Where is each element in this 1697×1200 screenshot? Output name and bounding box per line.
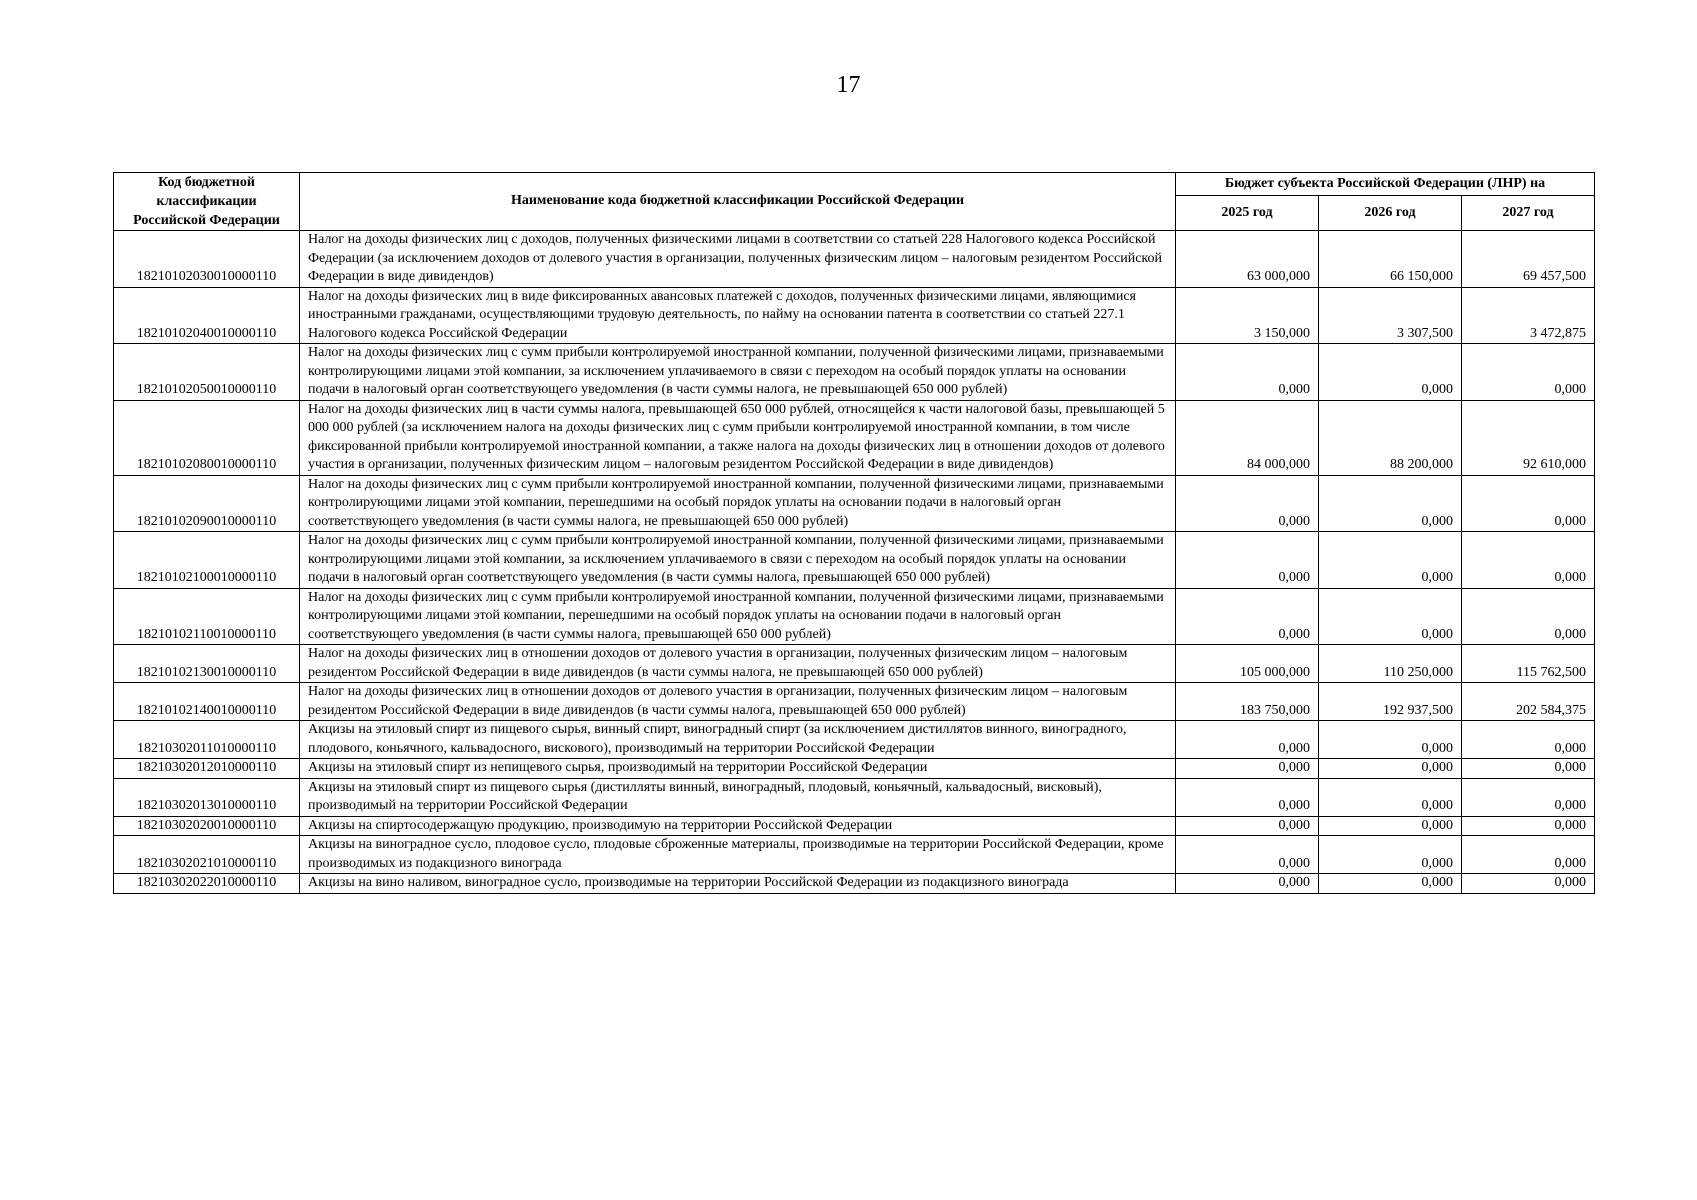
- budget-code-cell: 18210102130010000110: [114, 645, 300, 683]
- budget-name-cell: Налог на доходы физических лиц с сумм прибыли контролируемой иностранной компании, полученной физическими лицами, признаваемыми контролирующими лицами этой компании, перешедшими на особый порядок уплаты на основании подачи в налоговый орган соответствующего уведомления (в части суммы налога, превышающей 650 000 рублей): [300, 588, 1176, 645]
- budget-name-cell: Налог на доходы физических лиц с сумм прибыли контролируемой иностранной компании, полученной физическими лицами, признаваемыми контролирующими лицами этой компании, перешедшими на особый порядок уплаты на основании подачи в налоговый орган соответствующего уведомления (в части суммы налога, не превышающей 650 000 рублей): [300, 475, 1176, 532]
- budget-name-cell: Акцизы на спиртосодержащую продукцию, производимую на территории Российской Федерации: [300, 816, 1176, 836]
- table-row: [114, 759, 1595, 779]
- table-body: [114, 231, 1595, 894]
- header-year-2026: 2026 год: [1319, 196, 1462, 231]
- amount-2027-cell: 202 584,375: [1462, 683, 1595, 721]
- table-row: [114, 683, 1595, 721]
- amount-2027-cell: 0,000: [1462, 721, 1595, 759]
- table-row: [114, 721, 1595, 759]
- header-year-2025: 2025 год: [1176, 196, 1319, 231]
- header-budget-group: Бюджет субъекта Российской Федерации (ЛНР) на: [1176, 173, 1595, 196]
- amount-2027-cell: 0,000: [1462, 588, 1595, 645]
- amount-2026-cell: 66 150,000: [1319, 231, 1462, 288]
- table-row: [114, 344, 1595, 401]
- table-row: [114, 475, 1595, 532]
- amount-2025-cell: 0,000: [1176, 344, 1319, 401]
- amount-2025-cell: 0,000: [1176, 816, 1319, 836]
- budget-name-cell: Налог на доходы физических лиц с доходов, полученных физическими лицами в соответствии со статьей 228 Налогового кодекса Российской Федерации (за исключением доходов от долевого участия в организации, полученных физическим лицом – налоговым резидентом Российской Федерации в виде дивидендов): [300, 231, 1176, 288]
- amount-2026-cell: 88 200,000: [1319, 400, 1462, 475]
- budget-code-cell: 18210302021010000110: [114, 836, 300, 874]
- amount-2027-cell: 0,000: [1462, 759, 1595, 779]
- header-name: Наименование кода бюджетной классификации Российской Федерации: [300, 173, 1176, 231]
- budget-code-cell: 18210302013010000110: [114, 778, 300, 816]
- table-row: [114, 287, 1595, 344]
- amount-2027-cell: 92 610,000: [1462, 400, 1595, 475]
- amount-2025-cell: 0,000: [1176, 532, 1319, 589]
- amount-2026-cell: 0,000: [1319, 588, 1462, 645]
- budget-code-cell: 18210102140010000110: [114, 683, 300, 721]
- budget-code-cell: 18210102100010000110: [114, 532, 300, 589]
- amount-2025-cell: 0,000: [1176, 588, 1319, 645]
- amount-2026-cell: 0,000: [1319, 816, 1462, 836]
- amount-2026-cell: 3 307,500: [1319, 287, 1462, 344]
- budget-code-cell: 18210102080010000110: [114, 400, 300, 475]
- table-row: [114, 645, 1595, 683]
- amount-2026-cell: 192 937,500: [1319, 683, 1462, 721]
- budget-code-cell: 18210302011010000110: [114, 721, 300, 759]
- budget-name-cell: Налог на доходы физических лиц в отношении доходов от долевого участия в организации, полученных физическим лицом – налоговым резидентом Российской Федерации в виде дивидендов (в части суммы налога, превышающей 650 000 рублей): [300, 683, 1176, 721]
- budget-name-cell: Акцизы на этиловый спирт из пищевого сырья, винный спирт, виноградный спирт (за исключением дистиллятов винного, виноградного, плодового, коньячного, кальвадосного, вискового), производимый на территории Российской Федерации: [300, 721, 1176, 759]
- amount-2027-cell: 115 762,500: [1462, 645, 1595, 683]
- amount-2027-cell: 0,000: [1462, 778, 1595, 816]
- amount-2026-cell: 0,000: [1319, 836, 1462, 874]
- table-row: [114, 778, 1595, 816]
- budget-code-cell: 18210302022010000110: [114, 874, 300, 894]
- budget-code-cell: 18210102040010000110: [114, 287, 300, 344]
- amount-2027-cell: 0,000: [1462, 836, 1595, 874]
- amount-2025-cell: 0,000: [1176, 759, 1319, 779]
- budget-code-cell: 18210102030010000110: [114, 231, 300, 288]
- amount-2025-cell: 3 150,000: [1176, 287, 1319, 344]
- budget-code-cell: 18210302012010000110: [114, 759, 300, 779]
- table-row: [114, 532, 1595, 589]
- table-row: [114, 874, 1595, 894]
- amount-2026-cell: 0,000: [1319, 475, 1462, 532]
- amount-2025-cell: 84 000,000: [1176, 400, 1319, 475]
- amount-2026-cell: 0,000: [1319, 532, 1462, 589]
- budget-code-cell: 18210102090010000110: [114, 475, 300, 532]
- budget-name-cell: Акцизы на этиловый спирт из пищевого сырья (дистилляты винный, виноградный, плодовый, коньячный, кальвадосный, висковый), производимый на территории Российской Федерации: [300, 778, 1176, 816]
- table-row: [114, 588, 1595, 645]
- amount-2025-cell: 0,000: [1176, 721, 1319, 759]
- amount-2027-cell: 0,000: [1462, 475, 1595, 532]
- amount-2026-cell: 110 250,000: [1319, 645, 1462, 683]
- amount-2026-cell: 0,000: [1319, 874, 1462, 894]
- amount-2027-cell: 69 457,500: [1462, 231, 1595, 288]
- budget-name-cell: Налог на доходы физических лиц с сумм прибыли контролируемой иностранной компании, полученной физическими лицами, признаваемыми контролирующими лицами этой компании, за исключением уплачиваемого в связи с переходом на особый порядок уплаты на основании подачи в налоговый орган соответствующего уведомления (в части суммы налога, не превышающей 650 000 рублей): [300, 344, 1176, 401]
- amount-2026-cell: 0,000: [1319, 344, 1462, 401]
- amount-2025-cell: 0,000: [1176, 475, 1319, 532]
- budget-code-cell: 18210302020010000110: [114, 816, 300, 836]
- amount-2027-cell: 3 472,875: [1462, 287, 1595, 344]
- budget-name-cell: Налог на доходы физических лиц с сумм прибыли контролируемой иностранной компании, полученной физическими лицами, признаваемыми контролирующими лицами этой компании, за исключением уплачиваемого в связи с переходом на особый порядок уплаты на основании подачи в налоговый орган соответствующего уведомления (в части суммы налога, превышающей 650 000 рублей): [300, 532, 1176, 589]
- budget-name-cell: Налог на доходы физических лиц в виде фиксированных авансовых платежей с доходов, полученных физическими лицами, являющимися иностранными гражданами, осуществляющими трудовую деятельность, по найму на основании патента в соответствии со статьей 227.1 Налогового кодекса Российской Федерации: [300, 287, 1176, 344]
- amount-2026-cell: 0,000: [1319, 721, 1462, 759]
- amount-2027-cell: 0,000: [1462, 874, 1595, 894]
- amount-2026-cell: 0,000: [1319, 759, 1462, 779]
- table-header: [114, 173, 1595, 231]
- amount-2025-cell: 105 000,000: [1176, 645, 1319, 683]
- budget-name-cell: Акцизы на виноградное сусло, плодовое сусло, плодовые сброженные материалы, производимые на территории Российской Федерации, кроме производимых из подакцизного винограда: [300, 836, 1176, 874]
- table-row: [114, 816, 1595, 836]
- amount-2027-cell: 0,000: [1462, 344, 1595, 401]
- amount-2025-cell: 0,000: [1176, 874, 1319, 894]
- budget-table: [113, 172, 1595, 894]
- amount-2026-cell: 0,000: [1319, 778, 1462, 816]
- amount-2027-cell: 0,000: [1462, 816, 1595, 836]
- budget-name-cell: Акцизы на вино наливом, виноградное сусло, производимые на территории Российской Федерации из подакцизного винограда: [300, 874, 1176, 894]
- header-code: Код бюджетной классификации Российской Федерации: [114, 173, 300, 231]
- table-row: [114, 400, 1595, 475]
- amount-2025-cell: 183 750,000: [1176, 683, 1319, 721]
- table-row: [114, 836, 1595, 874]
- budget-name-cell: Акцизы на этиловый спирт из непищевого сырья, производимый на территории Российской Федерации: [300, 759, 1176, 779]
- amount-2025-cell: 63 000,000: [1176, 231, 1319, 288]
- budget-name-cell: Налог на доходы физических лиц в отношении доходов от долевого участия в организации, полученных физическим лицом – налоговым резидентом Российской Федерации в виде дивидендов (в части суммы налога, не превышающей 650 000 рублей): [300, 645, 1176, 683]
- budget-name-cell: Налог на доходы физических лиц в части суммы налога, превышающей 650 000 рублей, относящейся к части налоговой базы, превышающей 5 000 000 рублей (за исключением налога на доходы физических лиц с сумм прибыли контролируемой иностранной компании, в том числе фиксированной прибыли контролируемой иностранной компании, а также налога на доходы физических лиц в отношении доходов от долевого участия в организации, полученных физическим лицом – налоговым резидентом Российской Федерации в виде дивидендов): [300, 400, 1176, 475]
- amount-2027-cell: 0,000: [1462, 532, 1595, 589]
- amount-2025-cell: 0,000: [1176, 836, 1319, 874]
- header-year-2027: 2027 год: [1462, 196, 1595, 231]
- amount-2025-cell: 0,000: [1176, 778, 1319, 816]
- budget-code-cell: 18210102110010000110: [114, 588, 300, 645]
- page-number: 17: [836, 72, 861, 98]
- table-row: [114, 231, 1595, 288]
- budget-code-cell: 18210102050010000110: [114, 344, 300, 401]
